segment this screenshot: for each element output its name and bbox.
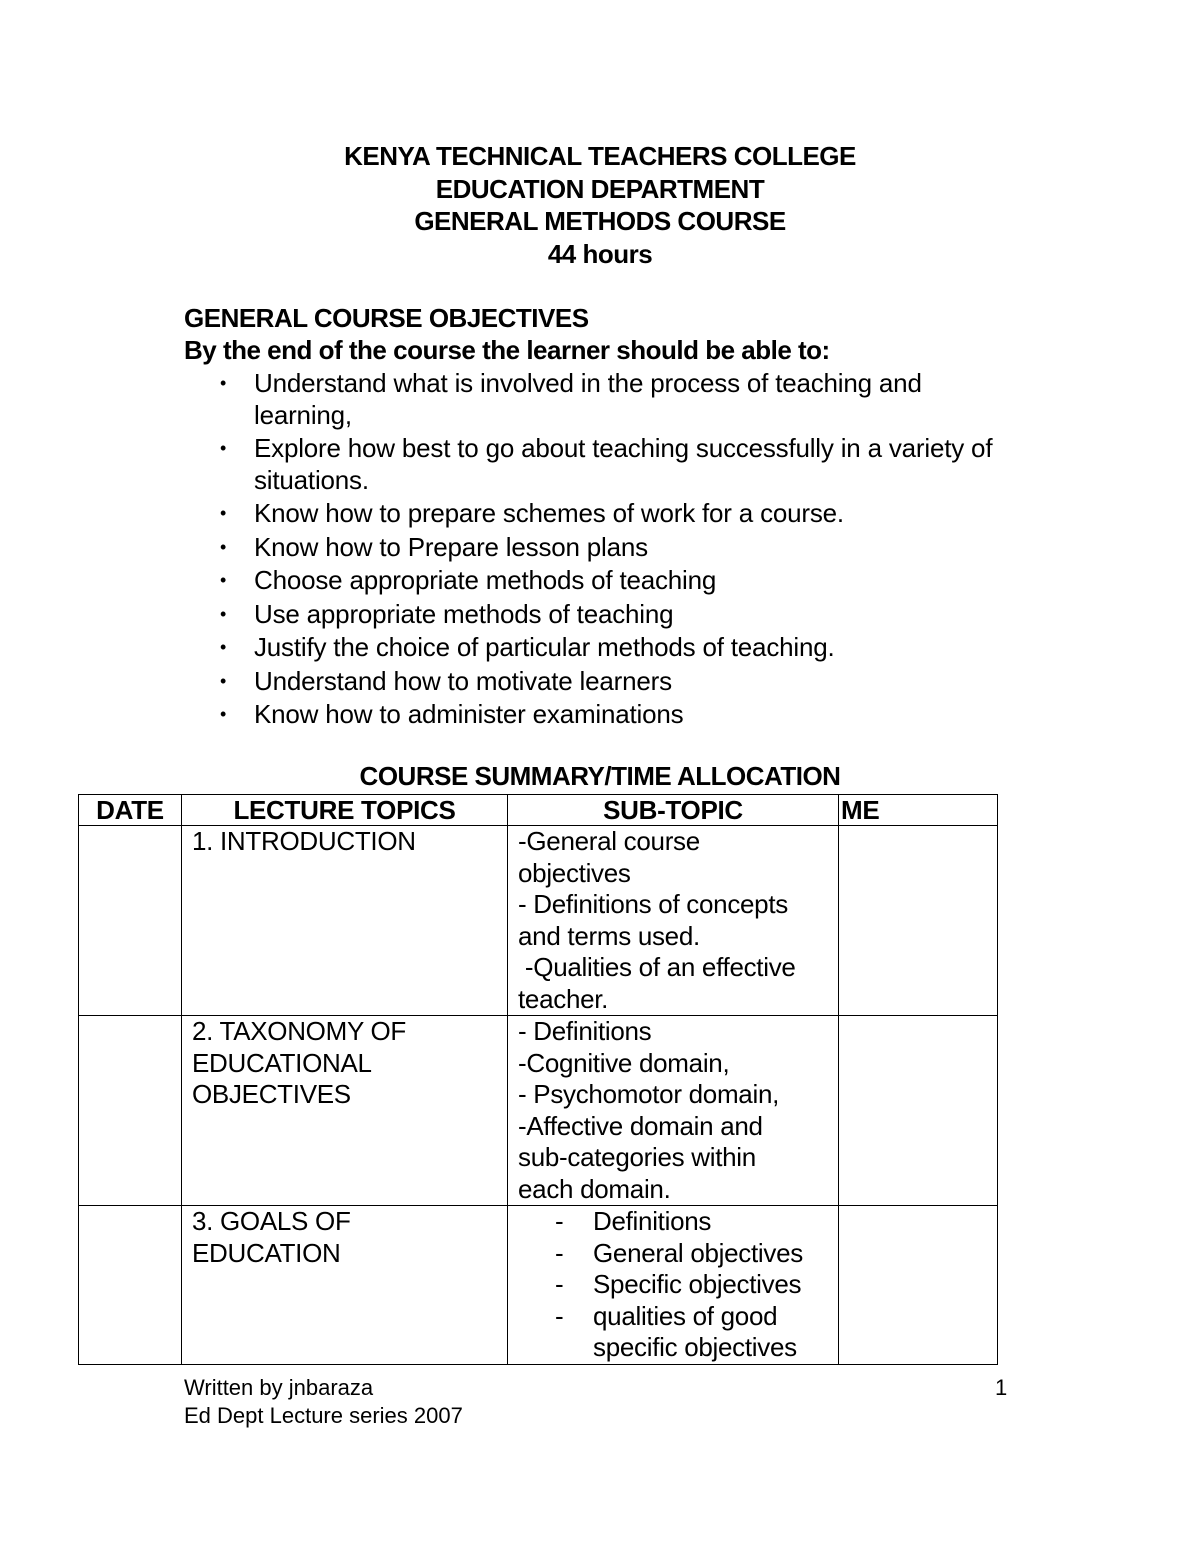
document-title-block [0,140,1200,270]
objectives-heading: GENERAL COURSE OBJECTIVES [184,303,589,333]
table-row [79,826,998,1016]
subtopic-line: sub-categories within [518,1142,756,1172]
topic-line: 1. INTRODUCTION [192,826,416,856]
course-summary-table [78,794,998,1365]
bullet-icon: • [220,603,227,624]
objective-text: Understand what is involved in the process of teaching and learning, [254,368,922,430]
list-item [184,498,1004,530]
summary-title: COURSE SUMMARY/TIME ALLOCATION [359,761,841,791]
objective-text: Choose appropriate methods of teaching [254,565,717,595]
college-name: KENYA TECHNICAL TEACHERS COLLEGE [344,141,856,171]
objectives-intro: By the end of the course the learner should be able to: [184,335,830,365]
list-item [184,699,1004,731]
table-row [79,1206,998,1365]
topic-cell [182,826,508,1016]
date-cell [79,1016,182,1206]
footer-author: Written by jnbaraza [184,1375,374,1400]
column-header-date: DATE [79,795,182,826]
time-cell [839,1016,998,1206]
page-number: 1 [995,1375,1008,1400]
bullet-icon: • [220,503,227,523]
footer-series: Ed Dept Lecture series 2007 [184,1403,463,1428]
list-item [184,599,1004,631]
topic-line: EDUCATIONAL [192,1047,372,1078]
list-item [184,433,1004,496]
list-item [184,666,1004,698]
objective-text: Know how to Prepare lesson plans [254,531,648,562]
subtopic-dash-list [518,1206,828,1364]
column-header-time: ME [839,795,998,826]
objectives-section [184,302,1004,733]
subtopic-cell [508,826,839,1016]
objective-text: Know how to prepare schemes of work for a course. [254,498,844,528]
bullet-icon: • [220,373,227,393]
list-item [518,1206,828,1238]
subtopic-text: Specific objectives [593,1269,802,1299]
column-header-sub-topic: SUB-TOPIC [508,795,839,826]
objectives-list [184,368,1004,731]
course-hours: 44 hours [547,238,653,269]
dash-bullet-icon: - [555,1269,564,1299]
list-item [184,632,1004,664]
list-item [184,565,1004,597]
bullet-icon: • [220,637,227,657]
bullet-icon: • [220,438,227,458]
dash-bullet-icon: - [555,1237,564,1268]
objective-text: Know how to administer examinations [254,699,684,729]
table-header-row [79,795,998,826]
date-cell [79,826,182,1016]
bullet-icon: • [220,536,227,557]
subtopic-text: qualities of good specific objectives [593,1300,797,1362]
subtopic-line: - Definitions of concepts [518,889,788,919]
topic-cell [182,1016,508,1206]
course-name: GENERAL METHODS COURSE [414,206,786,236]
bullet-icon: • [220,570,227,590]
time-cell [839,1206,998,1365]
list-item [518,1301,828,1364]
page-footer [184,1374,463,1430]
subtopic-line: - Definitions [518,1016,652,1046]
date-cell [79,1206,182,1365]
topic-line: 3. GOALS OF [192,1206,351,1236]
table-row [79,1016,998,1206]
subtopic-line: -Cognitive domain, [518,1047,730,1078]
topic-cell [182,1206,508,1365]
objective-text: Justify the choice of particular methods of teaching. [254,632,835,662]
list-item [518,1238,828,1270]
topic-line: OBJECTIVES [192,1079,351,1109]
column-header-lecture-topics: LECTURE TOPICS [182,795,508,826]
department-name: EDUCATION DEPARTMENT [435,173,765,204]
dash-bullet-icon: - [555,1300,564,1331]
list-item [518,1269,828,1301]
subtopic-cell [508,1016,839,1206]
subtopic-line: -Qualities of an effective [518,952,796,982]
subtopic-line: teacher. [518,983,609,1014]
time-cell [839,826,998,1016]
subtopic-line: -General course [518,826,700,856]
topic-line: 2. TAXONOMY OF [192,1016,406,1046]
subtopic-text: Definitions [593,1206,712,1236]
objective-text: Explore how best to go about teaching successfully in a variety of situations. [254,433,993,495]
subtopic-line: objectives [518,857,631,888]
objective-text: Use appropriate methods of teaching [254,598,674,629]
subtopic-line: and terms used. [518,920,700,951]
subtopic-text: General objectives [593,1237,803,1268]
list-item [184,368,1004,431]
bullet-icon: • [220,670,227,691]
subtopic-line: -Affective domain and [518,1110,763,1141]
dash-bullet-icon: - [555,1206,564,1236]
subtopic-cell [508,1206,839,1365]
topic-line: EDUCATION [192,1237,341,1268]
list-item [184,532,1004,564]
subtopic-line: each domain. [518,1173,671,1204]
bullet-icon: • [220,704,227,724]
subtopic-line: - Psychomotor domain, [518,1079,780,1109]
objective-text: Understand how to motivate learners [254,665,672,696]
